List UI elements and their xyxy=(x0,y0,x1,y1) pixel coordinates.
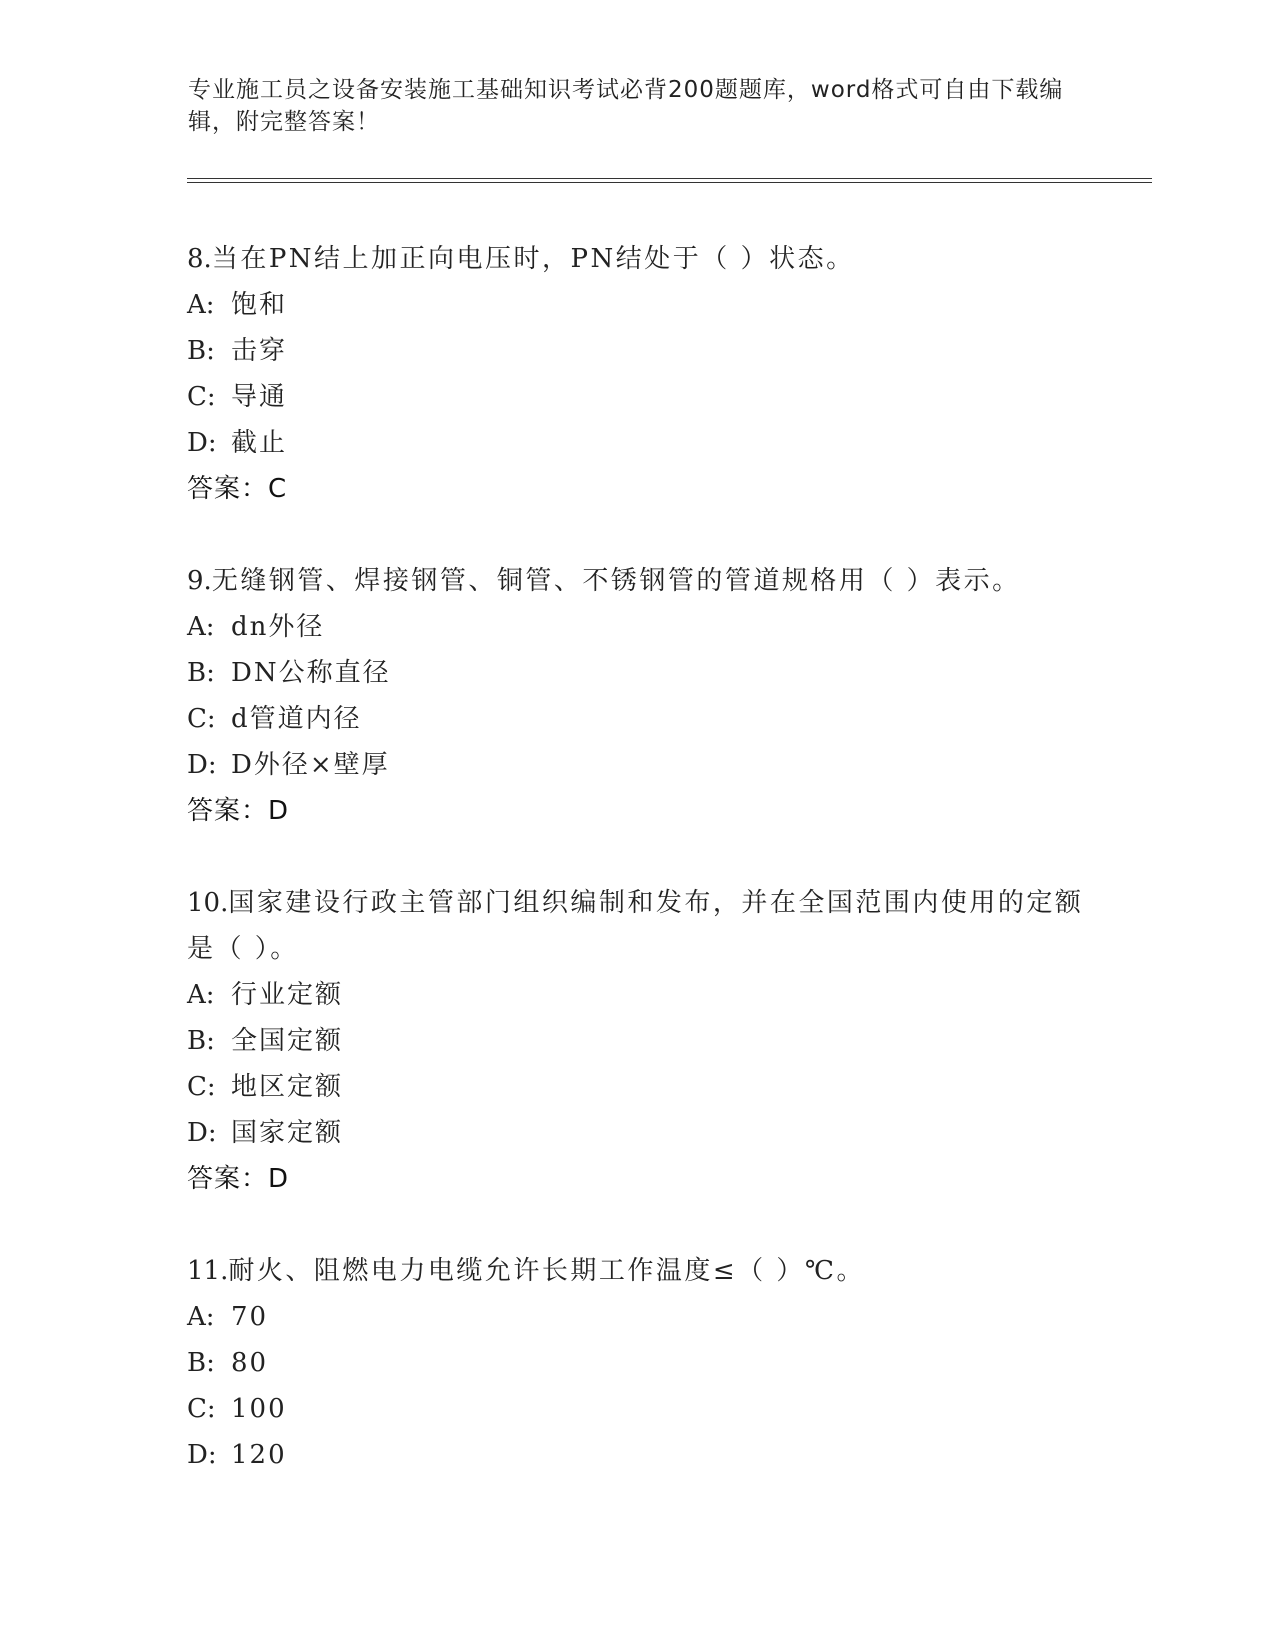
header-divider-bottom xyxy=(187,182,1152,183)
option-text: dn外径 xyxy=(231,612,325,642)
option-b xyxy=(187,650,1087,696)
question-stem xyxy=(187,880,1087,972)
question-list xyxy=(187,236,1087,1524)
option-c xyxy=(187,1386,1087,1432)
option-text: 饱和 xyxy=(231,290,288,320)
option-text: 70 xyxy=(231,1302,269,1332)
option-b xyxy=(187,1018,1087,1064)
option-c xyxy=(187,696,1087,742)
option-text: d管道内径 xyxy=(231,704,362,734)
answer-line: 答案：C xyxy=(187,474,288,504)
option-b xyxy=(187,1340,1087,1386)
question-9 xyxy=(187,558,1087,834)
option-letter: C: xyxy=(187,1072,216,1102)
question-text: 当在PN结上加正向电压时，PN结处于（ ）状态。 xyxy=(211,244,855,274)
option-letter: C: xyxy=(187,1394,216,1424)
option-text: 全国定额 xyxy=(231,1026,344,1056)
question-10 xyxy=(187,880,1087,1202)
question-text: 耐火、阻燃电力电缆允许长期工作温度≤（ ）℃。 xyxy=(228,1256,865,1286)
option-d xyxy=(187,1110,1087,1156)
question-stem xyxy=(187,558,1087,604)
question-stem xyxy=(187,236,1087,282)
option-text: 击穿 xyxy=(231,336,288,366)
option-c xyxy=(187,374,1087,420)
option-d xyxy=(187,420,1087,466)
option-letter: D: xyxy=(187,1440,217,1470)
option-a xyxy=(187,972,1087,1018)
option-letter: A: xyxy=(187,1302,215,1332)
option-text: 100 xyxy=(231,1394,287,1424)
option-text: 国家定额 xyxy=(231,1118,344,1148)
header-divider-top xyxy=(187,178,1152,179)
option-b xyxy=(187,328,1087,374)
question-number: 9. xyxy=(187,566,212,596)
option-text: 导通 xyxy=(231,382,288,412)
option-letter: D: xyxy=(187,428,217,458)
option-text: 行业定额 xyxy=(231,980,344,1010)
option-letter: B: xyxy=(187,1026,215,1056)
question-11 xyxy=(187,1248,1087,1478)
question-8 xyxy=(187,236,1087,512)
question-text: 无缝钢管、焊接钢管、铜管、不锈钢管的管道规格用（ ）表示。 xyxy=(211,566,1021,596)
option-letter: C: xyxy=(187,382,216,412)
option-letter: D: xyxy=(187,1118,217,1148)
option-text: 截止 xyxy=(231,428,288,458)
answer-line: 答案：D xyxy=(187,796,290,826)
option-letter: A: xyxy=(187,612,215,642)
document-header xyxy=(188,74,1068,138)
option-letter: B: xyxy=(187,1348,215,1378)
option-letter: A: xyxy=(187,980,215,1010)
option-a xyxy=(187,282,1087,328)
option-text: DN公称直径 xyxy=(231,658,391,688)
option-letter: A: xyxy=(187,290,215,320)
question-number: 11. xyxy=(187,1256,229,1286)
option-a xyxy=(187,604,1087,650)
option-text: 120 xyxy=(231,1440,287,1470)
option-d xyxy=(187,742,1087,788)
document-title: 专业施工员之设备安装施工基础知识考试必背200题题库，word格式可自由下载编辑，附完整答案！ xyxy=(188,77,1064,135)
question-stem xyxy=(187,1248,1087,1294)
option-letter: C: xyxy=(187,704,216,734)
option-d xyxy=(187,1432,1087,1478)
option-letter: D: xyxy=(187,750,217,780)
option-text: 地区定额 xyxy=(231,1072,344,1102)
answer-line: 答案：D xyxy=(187,1164,290,1194)
question-number: 10. xyxy=(187,888,229,918)
option-c xyxy=(187,1064,1087,1110)
option-letter: B: xyxy=(187,658,215,688)
option-letter: B: xyxy=(187,336,215,366)
question-text: 国家建设行政主管部门组织编制和发布，并在全国范围内使用的定额是（ ）。 xyxy=(187,888,1084,964)
question-number: 8. xyxy=(187,244,212,274)
option-text: 80 xyxy=(231,1348,269,1378)
option-a xyxy=(187,1294,1087,1340)
option-text: D外径×壁厚 xyxy=(231,750,390,780)
